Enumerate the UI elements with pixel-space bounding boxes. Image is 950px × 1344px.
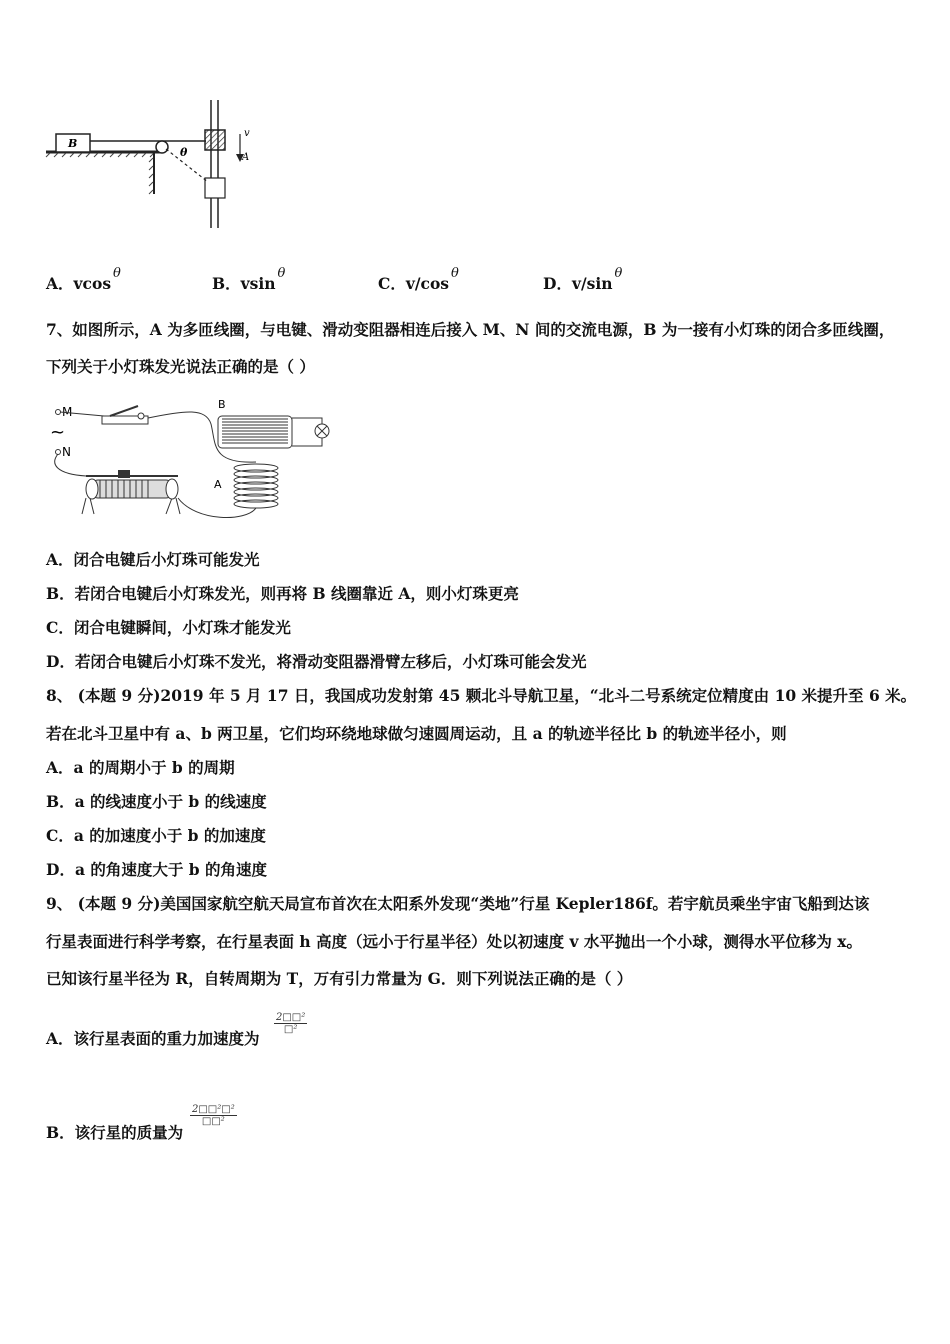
q7-option-a: A．闭合电键后小灯珠可能发光	[46, 550, 260, 569]
label-n: N	[62, 445, 71, 459]
label-theta: θ	[180, 146, 188, 159]
ac-symbol: ~	[50, 422, 66, 443]
q6-option-d: D．$v/\sin^\theta$	[543, 266, 623, 293]
label-a: A	[242, 152, 250, 163]
q8-stem-line2: 若在北斗卫星中有 a、b 两卫星，它们均环绕地球做匀速圆周运动，且 a 的轨迹半径比 b 的轨迹半径小，则	[46, 724, 787, 743]
label-b: B	[68, 137, 78, 150]
figure-coils-circuit	[46, 394, 336, 522]
q7-stem-line1: 7、如图所示，A 为多匝线圈，与电键、滑动变阻器相连后接入 M、N 间的交流电源，B 为一接有小灯珠的闭合多匝线圈，	[46, 320, 895, 339]
q7-option-d: D．若闭合电键后小灯珠不发光，将滑动变阻器滑臂左移后，小灯珠可能会发光	[46, 652, 587, 671]
q9-option-b: B．该行星的质量为	[46, 1123, 184, 1142]
label-v: v	[244, 128, 250, 139]
q7-option-c: C．闭合电键瞬间，小灯珠才能发光	[46, 618, 291, 637]
q7-option-b: B．若闭合电键后小灯珠发光，则再将 B 线圈靠近 A，则小灯珠更亮	[46, 584, 519, 603]
q8-option-a: A．a 的周期小于 b 的周期	[46, 758, 235, 777]
q8-option-c: C．a 的加速度小于 b 的加速度	[46, 826, 266, 845]
label-m: M	[62, 405, 73, 419]
q6-option-b: B．vsin$^\theta$	[212, 266, 286, 293]
figure-pulley-system	[44, 96, 274, 232]
q8-stem-line1: 8、 (本题 9 分)2019 年 5 月 17 日，我国成功发射第 45 颗北斗导航卫星，“北斗二号系统定位精度由 10 米提升至 6 米。	[46, 686, 917, 705]
q9-stem-line1: 9、 (本题 9 分)美国国家航空航天局宣布首次在太阳系外发现“类地”行星 Kepler186f。若宇航员乘坐宇宙飞船到达该	[46, 894, 870, 913]
q9-option-a: A．该行星表面的重力加速度为	[46, 1029, 260, 1048]
label-coil-b: B	[218, 398, 226, 411]
q8-option-b: B．a 的线速度小于 b 的线速度	[46, 792, 267, 811]
q7-stem-line2: 下列关于小灯珠发光说法正确的是（ ）	[46, 357, 315, 376]
block-a	[205, 130, 225, 150]
q8-option-d: D．a 的角速度大于 b 的角速度	[46, 860, 268, 879]
q9-stem-line3: 已知该行星半径为 R，自转周期为 T，万有引力常量为 G．则下列说法正确的是（ ）	[46, 969, 633, 988]
q9-option-b-fraction: 2□□²□² □□²	[192, 1104, 235, 1127]
q9-stem-line2: 行星表面进行科学考察，在行星表面 h 高度（远小于行星半径）处以初速度 v 水平抛出一个小球，测得水平位移为 x。	[46, 932, 863, 951]
label-coil-a: A	[214, 478, 222, 491]
pulley	[156, 141, 168, 153]
q6-option-c: C．$v/\cos^\theta$	[378, 266, 459, 293]
q6-option-a: A．vcos$^\theta$	[46, 266, 121, 293]
q9-option-a-fraction: 2□□² □²	[276, 1012, 306, 1035]
